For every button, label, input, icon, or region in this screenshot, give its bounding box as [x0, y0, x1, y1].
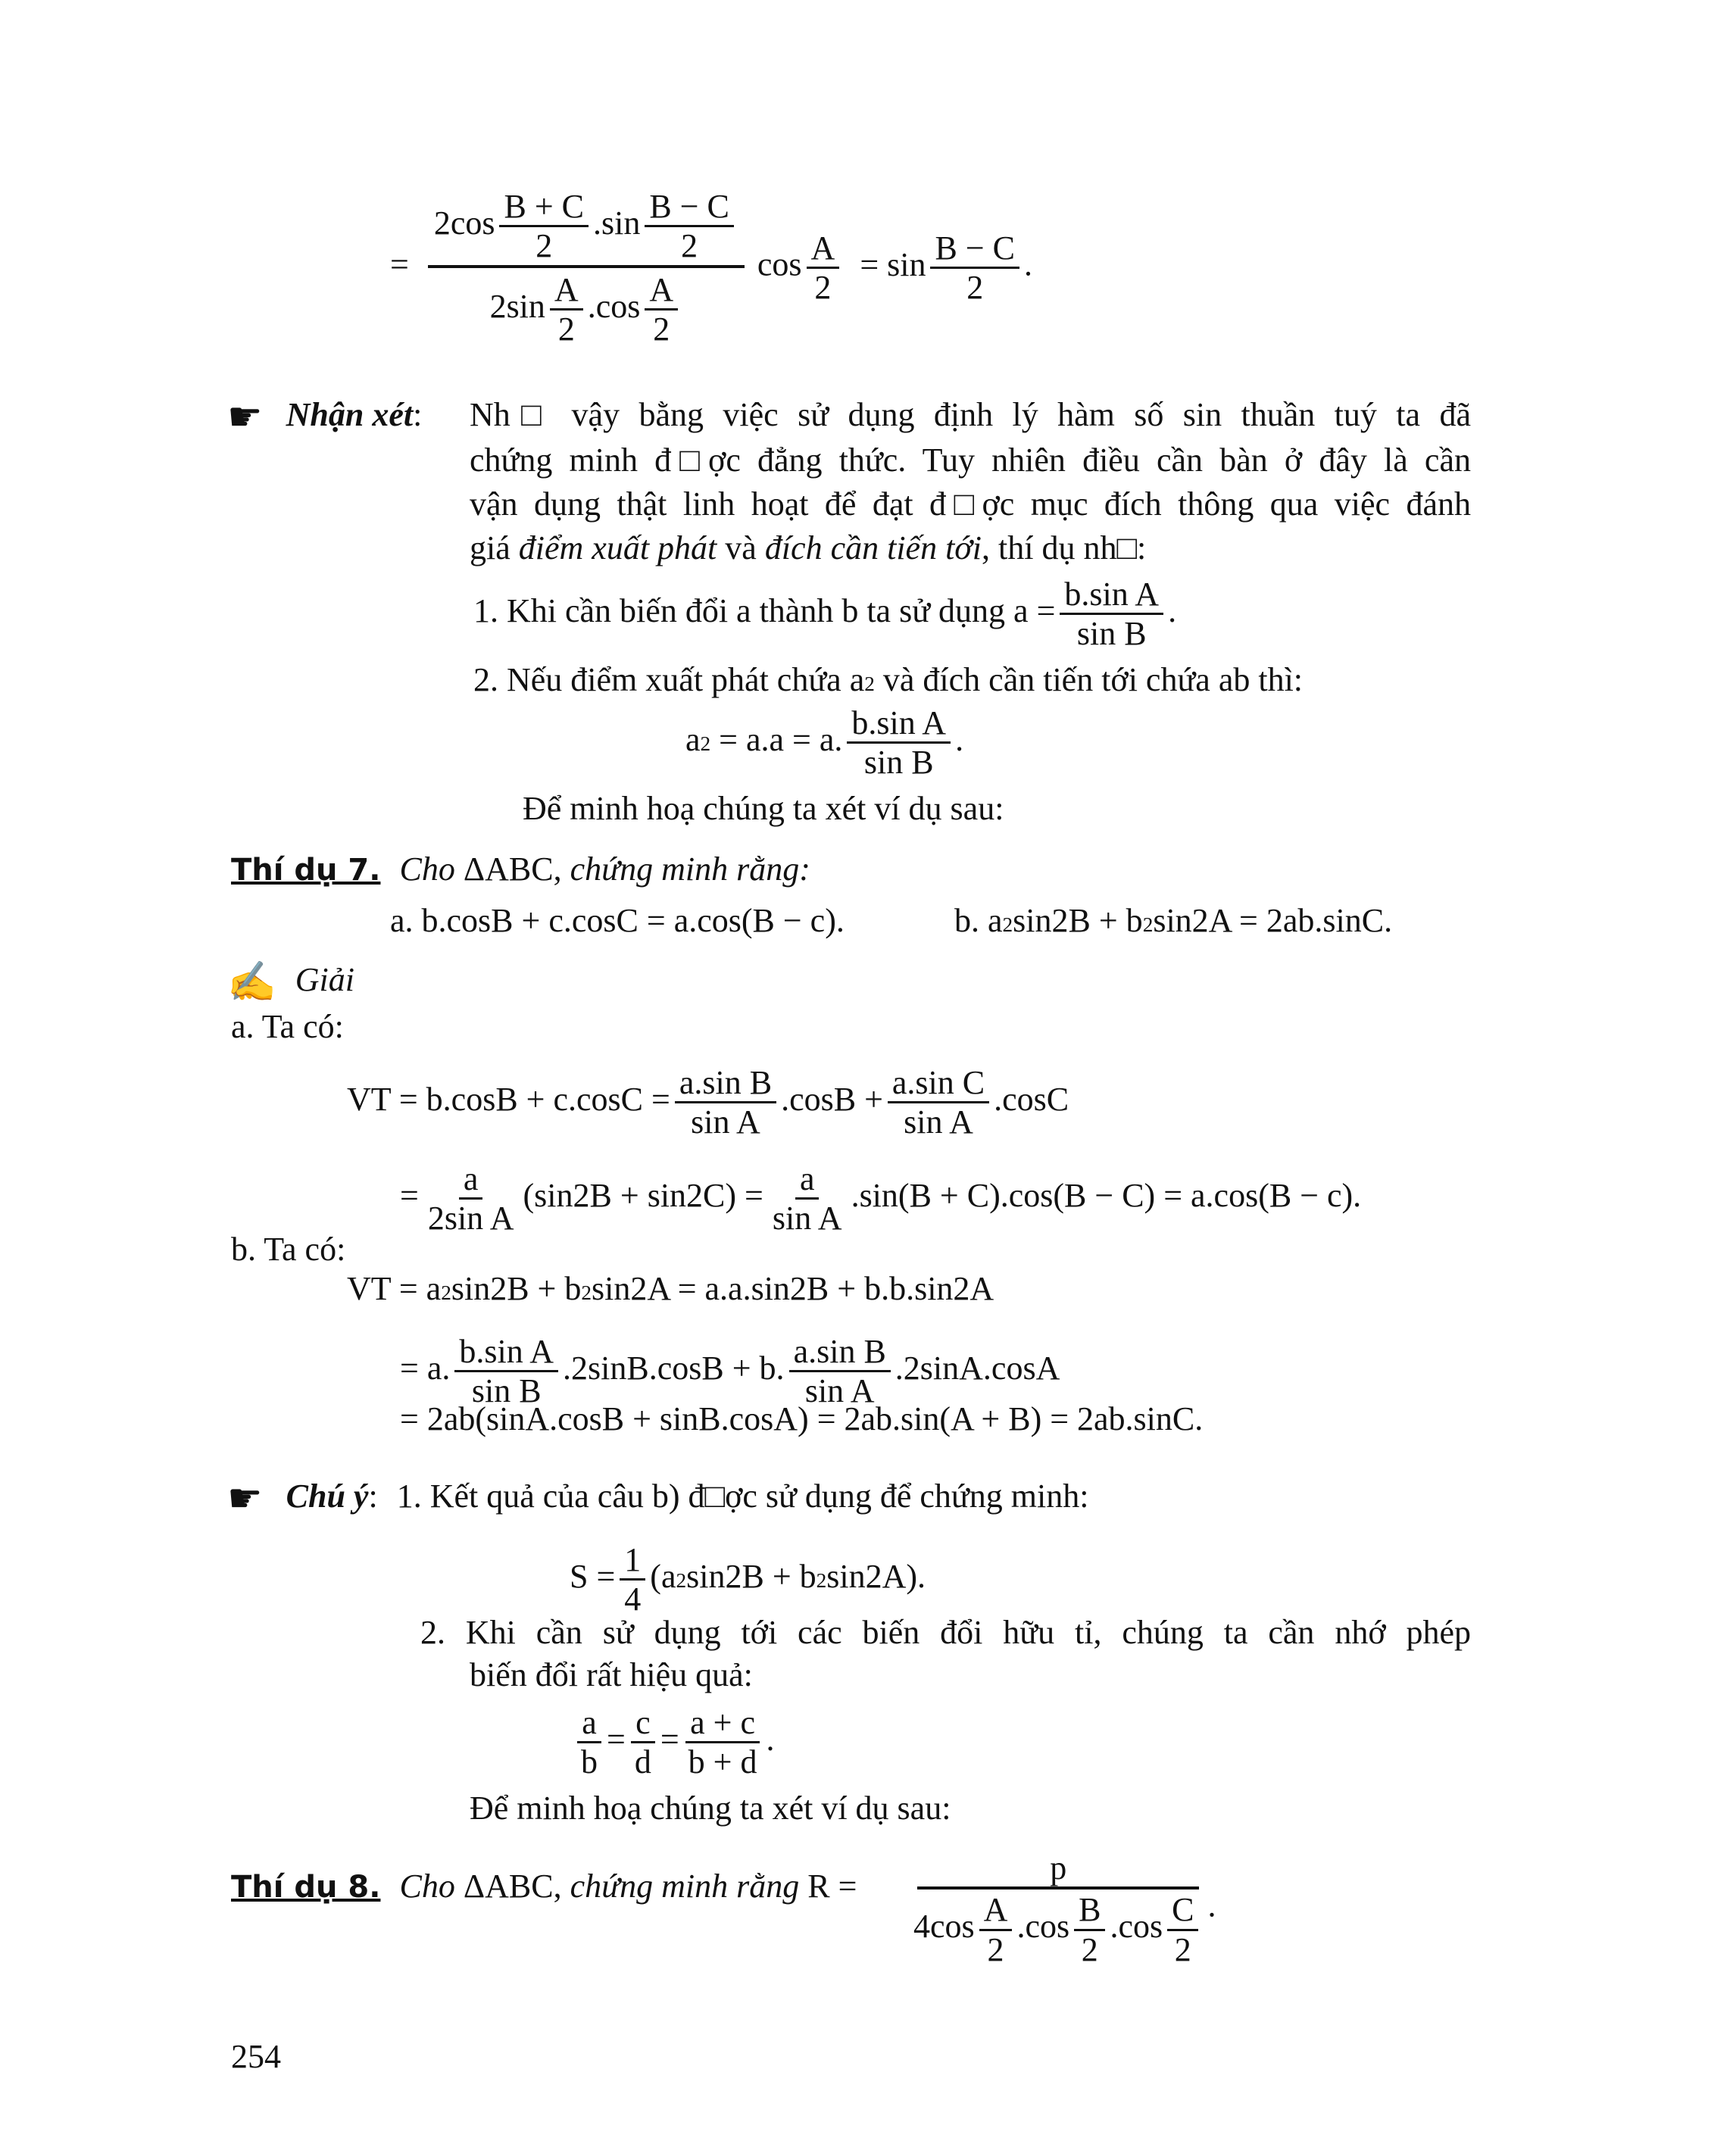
- remark-line-4: giá điểm xuất phát và đích cần tiến tới, thí dụ nh□:: [470, 529, 1147, 566]
- solution-a-line-1: VT = b.cosB + c.cosC = $\frac{\text{a.sin B}}{\text{sin A}}$ .cosB + $\frac{\text{a.sin C}}{\text{sin A}}$ .cosC: [347, 1064, 1069, 1141]
- example-7-part-b: b. $a^2\sin 2B + b^2\sin 2A = 2ab.\sin C$.: [954, 902, 1393, 939]
- note-area-formula: S = $\frac{1}{4}$ $(a^2\sin 2B + b^2\sin 2A)$.: [570, 1541, 926, 1618]
- solution-b-line-3: = 2ab(sinA.cosB + sinB.cosA) = 2ab.sin(A + B) = 2ab.sinC.: [400, 1400, 1204, 1437]
- remark-illustrate: Để minh hoạ chúng ta xét ví dụ sau:: [523, 790, 1004, 827]
- note-item-2-line-1: 2. Khi cần sử dụng tới các biến đổi hữu tỉ, chúng ta cần nhớ phép: [420, 1614, 1471, 1651]
- writing-hand-icon: ✍: [227, 960, 276, 1004]
- note-label: Chú ý: [286, 1478, 369, 1515]
- remark-equation: $a^2 = a.a = a$. $\frac{\text{b.sin A}}{\text{sin B}}$ .: [685, 704, 964, 782]
- remark-label: Nhận xét: [286, 396, 414, 433]
- remark-item-2: 2. Nếu điểm xuất phát chứa $a^2$ và đích cần tiến tới chứa ab thì:: [473, 661, 1304, 698]
- pointing-hand-icon: ☛: [227, 1477, 263, 1521]
- solution-b-line-1: VT = $a^2\sin 2B + b^2\sin 2A = a.a.\sin 2B + b.b.\sin 2A$: [347, 1270, 994, 1307]
- pointing-hand-icon: ☛: [227, 395, 263, 439]
- note-item-2-line-2: biến đổi rất hiệu quả:: [470, 1656, 753, 1693]
- example-8-fraction: p 4cos $\frac{A}{2}$ .cos $\frac{B}{2}$ .cos $\frac{C}{2}$ .: [913, 1849, 1216, 1968]
- page-number: 254: [231, 2038, 281, 2075]
- remark-line-3: vận dụng thật linh hoạt để đạt đ□ợc mục đích thông qua việc đánh: [470, 485, 1471, 523]
- note-ratio-identity: $\frac{a}{b}$ = $\frac{c}{d}$ = $\frac{a + c}{b + d}$ .: [572, 1704, 774, 1781]
- example-7-part-a: a. b.cosB + c.cosC = a.cos(B − c).: [390, 902, 845, 939]
- main-fraction: 2cos $\frac{B + C}{2}$ .sin $\frac{B - C}{2}$ 2sin $\frac{A}{2}$ .cos $\frac{A}{2}$: [428, 188, 745, 348]
- note-illustrate: Để minh hoạ chúng ta xét ví dụ sau:: [470, 1790, 951, 1827]
- equals-sign: =: [390, 245, 409, 283]
- solution-a-line-2: = $\frac{a}{\text{2sin A}}$ (sin2B + sin2C) = $\frac{a}{\text{sin A}}$ .sin(B + C).cos(B − C) = a.cos(B − c).: [400, 1160, 1362, 1237]
- note-heading: ☛ Chú ý: 1. Kết quả của câu b) đ□ợc sử dụng để chứng minh:: [227, 1477, 1089, 1521]
- example-8-heading: Thí dụ 8. Cho ΔABC, chứng minh rằng R =: [231, 1868, 857, 1905]
- remark-line-1: Nh□ vậy bằng việc sử dụng định lý hàm số sin thuần tuý ta đã: [470, 396, 1471, 433]
- top-equation: = 2cos $\frac{B + C}{2}$ .sin $\frac{B - C}{2}$ 2sin $\frac{A}{2}$ .cos $\frac{A}{2}$ cos $\frac{A}{2}$ = sin $\frac{B - C}{2}$ .: [390, 188, 1032, 348]
- remark-item-1: 1. Khi cần biến đổi a thành b ta sử dụng a = $\frac{\text{b.sin A}}{\text{sin B}}$ .: [473, 576, 1177, 653]
- example-7-heading: Thí dụ 7. Cho ΔABC, chứng minh rằng:: [231, 850, 810, 888]
- example-8-label: Thí dụ 8.: [231, 1870, 381, 1905]
- solution-a-label: a. Ta có:: [231, 1008, 344, 1045]
- remark-line-2: chứng minh đ□ợc đẳng thức. Tuy nhiên điều cần bàn ở đây là cần: [470, 442, 1471, 479]
- remark-heading: ☛ Nhận xét:: [227, 395, 423, 439]
- example-7-label: Thí dụ 7.: [231, 853, 381, 888]
- solution-b-label: b. Ta có:: [231, 1231, 346, 1268]
- solution-heading: ✍ Giải: [227, 960, 354, 1004]
- solution-b-line-2: = a. $\frac{\text{b.sin A}}{\text{sin B}}$ .2sinB.cosB + b. $\frac{\text{a.sin B}}{\text{sin A}}$ .2sinA.cosA: [400, 1333, 1060, 1410]
